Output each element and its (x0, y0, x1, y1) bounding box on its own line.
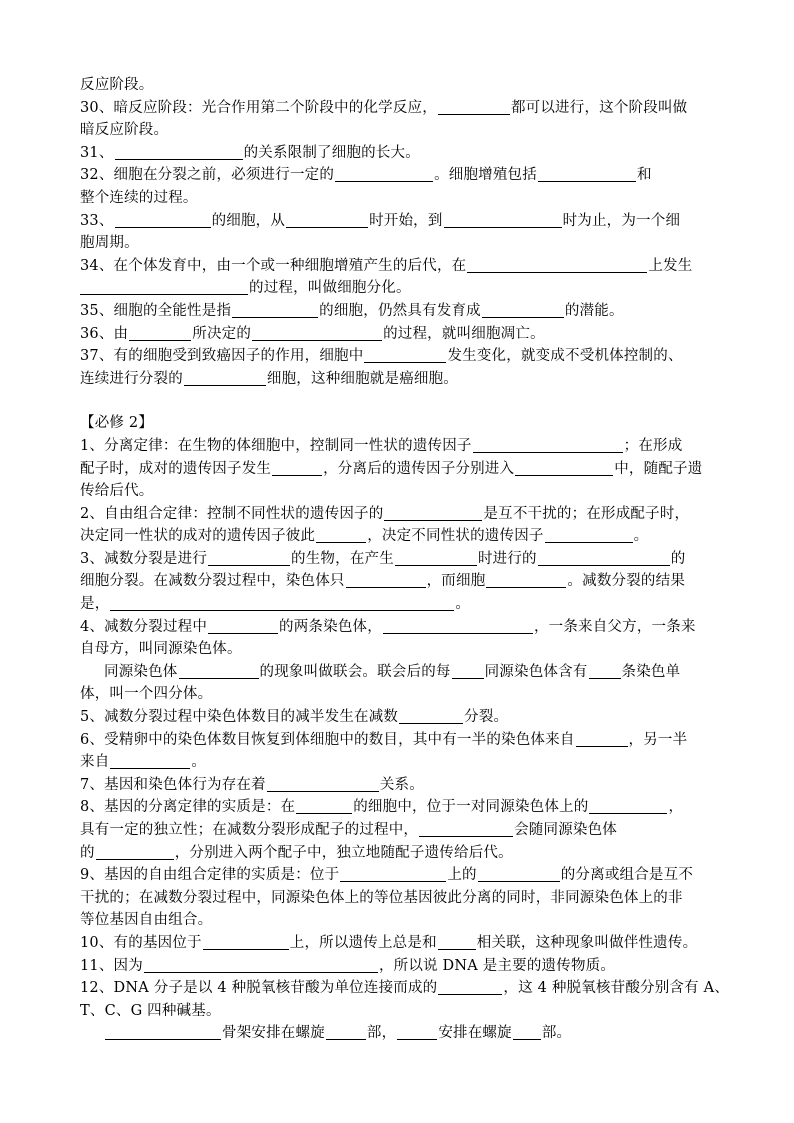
blank[interactable] (513, 1024, 541, 1040)
blank[interactable] (96, 844, 174, 860)
item-34-line1: 34、在个体发育中，由一个或一种细胞增殖产生的后代，在 上发生 (80, 257, 693, 274)
blank[interactable] (272, 460, 322, 476)
m-item-4-line1: 4、减数分裂过程中 的两条染色体， ，一条来自父方，一条来 (80, 618, 696, 635)
blank[interactable] (286, 212, 368, 228)
blank[interactable] (515, 460, 613, 476)
blank[interactable] (296, 798, 352, 814)
blank[interactable] (473, 437, 623, 453)
m-item-2-line1: 2、自由组合定律：控制不同性状的遗传因子的 是互不干扰的；在形成配子时， (80, 505, 690, 522)
m-item-8-line1: 8、基因的分离定律的实质是：在 的细胞中，位于一对同源染色体上的 ， (80, 799, 684, 816)
m-item-8-line2: 具有一定的独立性；在减数分裂形成配子的过程中， 会随同源染色体 (80, 822, 618, 838)
item-34-line2: 的过程，叫做细胞分化。 (80, 277, 740, 300)
blank[interactable] (346, 572, 426, 588)
document-page (80, 74, 740, 1045)
item-32-line1: 32、细胞在分裂之前，必须进行一定的 。细胞增殖包括 和 (80, 167, 652, 184)
blank[interactable] (110, 595, 454, 611)
blank[interactable] (115, 144, 243, 160)
blank[interactable] (364, 347, 446, 363)
blank[interactable] (105, 1024, 221, 1040)
m-item-1-line3: 传给后代。 (80, 483, 154, 500)
blank[interactable] (129, 325, 191, 341)
item-37-line2: 连续进行分裂的 细胞，这种细胞就是癌细胞。 (80, 370, 459, 387)
m-item-9-line2: 干扰的；在减数分裂过程中，同源染色体上的等位基因彼此分离的同时，非同源染色体上的非 (80, 889, 683, 906)
blank[interactable] (80, 279, 248, 295)
blank[interactable] (179, 663, 259, 679)
m-item-1-line1: 1、分离定律：在生物的体细胞中，控制同一性状的遗传因子 ；在形成 (80, 437, 683, 454)
blank[interactable] (335, 166, 433, 182)
m-item-9-line3: 等位基因自由组合。 (80, 912, 213, 929)
blank[interactable] (208, 550, 290, 566)
m-item-3-line2: 细胞分裂。在减数分裂过程中，染色体只 ，而细胞 。减数分裂的结果 (80, 573, 686, 590)
m-item-10: 10、有的基因位于 上，所以遗传上总是和 相关联，这种现象叫做伴性遗传。 (80, 934, 698, 951)
blank[interactable] (340, 866, 446, 882)
blank[interactable] (232, 302, 318, 318)
blank[interactable] (589, 663, 621, 679)
section-heading: 【必修 2】 (80, 415, 154, 432)
item-32-line2: 整个连续的过程。 (80, 189, 198, 206)
m-item-5: 5、减数分裂过程中染色体数目的减半发生在减数 分裂。 (80, 709, 509, 726)
section-gap (80, 390, 740, 412)
m-item-4-line3: 同源染色体 的现象叫做联会。联会后的每 同源染色体含有 条染色单 (104, 663, 681, 680)
item-33-line1: 33、 的细胞，从 时开始，到 时为止，为一个细 (80, 212, 681, 229)
blank[interactable] (326, 1024, 366, 1040)
blank[interactable] (316, 527, 366, 543)
blank[interactable] (252, 325, 382, 341)
item-31: 31、 的关系限制了细胞的长大。 (80, 144, 420, 161)
m-item-3-line1: 3、减数分裂是进行 的生物，在产生 时进行的 的 (80, 550, 686, 567)
blank[interactable] (267, 776, 379, 792)
blank[interactable] (444, 212, 562, 228)
blank[interactable] (482, 302, 564, 318)
blank[interactable] (538, 166, 636, 182)
blank[interactable] (438, 934, 476, 950)
blank[interactable] (115, 212, 211, 228)
blank[interactable] (538, 550, 670, 566)
m-item-7: 7、基因和染色体行为存在着 关系。 (80, 776, 424, 793)
blank[interactable] (110, 753, 190, 769)
m-item-11: 11、因为 ，所以说 DNA 是主要的遗传物质。 (80, 957, 616, 974)
blank[interactable] (467, 257, 647, 273)
m-item-8-line3: 的 ，分别进入两个配子中，独立地随配子遗传给后代。 (80, 844, 513, 861)
blank[interactable] (478, 866, 560, 882)
blank[interactable] (399, 708, 463, 724)
m-item-4-line2: 自母方，叫同源染色体。 (80, 641, 242, 658)
blank[interactable] (384, 505, 482, 521)
item-30-line2: 暗反应阶段。 (80, 122, 169, 139)
blank[interactable] (438, 979, 502, 995)
text-line: 反应阶段。 (80, 77, 154, 93)
blank[interactable] (184, 370, 266, 386)
item-37-line1: 37、有的细胞受到致癌因子的作用，细胞中 发生变化，就变成不受机体控制的、 (80, 348, 683, 365)
blank[interactable] (395, 550, 477, 566)
blank[interactable] (203, 934, 289, 950)
blank[interactable] (419, 821, 513, 837)
m-item-3-line3: 是， 。 (80, 596, 471, 613)
m-item-6-line2: 来自 。 (80, 754, 207, 771)
item-33-line2: 胞周期。 (80, 235, 139, 252)
blank[interactable] (589, 798, 667, 814)
blank[interactable] (383, 618, 533, 634)
m-item-9-line1: 9、基因的自由组合定律的实质是：位于 上的 的分离或组合是互不 (80, 867, 694, 884)
item-30-line1: 30、暗反应阶段：光合作用第二个阶段中的化学反应， 都可以进行，这个阶段叫做 (80, 99, 688, 116)
item-36: 36、由 所决定的 的过程，就叫细胞凋亡。 (80, 325, 545, 342)
m-item-2-line2: 决定同一性状的成对的遗传因子彼此 ，决定不同性状的遗传因子 。 (80, 528, 649, 545)
blank[interactable] (576, 731, 628, 747)
blank[interactable] (486, 572, 566, 588)
m-item-12-line1: 12、DNA 分子是以 4 种脱氧核苷酸为单位连接而成的 ，这 4 种脱氧核苷酸分别含有 A、 (80, 980, 730, 997)
m-item-12-line2: T、C、G 四种碱基。 (80, 1002, 221, 1019)
blank[interactable] (452, 663, 484, 679)
blank[interactable] (144, 957, 378, 973)
item-35: 35、细胞的全能性是指 的细胞，仍然具有发育成 的潜能。 (80, 302, 624, 319)
blank[interactable] (397, 1024, 437, 1040)
m-item-4-line4: 体，叫一个四分体。 (80, 686, 213, 703)
blank[interactable] (208, 618, 278, 634)
m-item-6-line1: 6、受精卵中的染色体数目恢复到体细胞中的数目，其中有一半的染色体来自 ，另一半 (80, 731, 688, 748)
m-item-1-line2: 配子时，成对的遗传因子发生 ，分离后的遗传因子分别进入 中，随配子遗 (80, 460, 703, 477)
blank[interactable] (545, 527, 633, 543)
blank[interactable] (438, 99, 510, 115)
m-item-12-line3: 骨架安排在螺旋 部， 安排在螺旋 部。 (80, 1022, 740, 1045)
